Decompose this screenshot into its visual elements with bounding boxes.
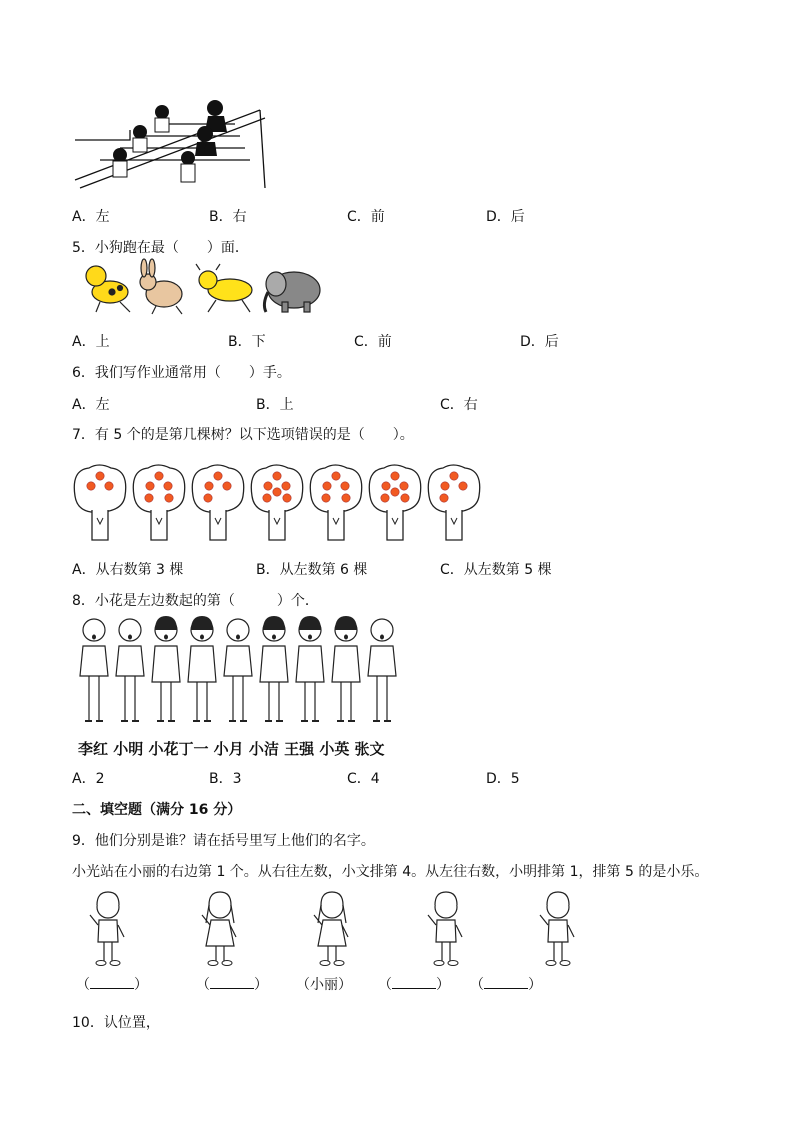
apple-icon [283,494,291,502]
q4-option-a[interactable]: A．左 [72,209,110,225]
child-figure [368,619,396,721]
child-figure [224,619,252,721]
apple-icon [441,482,449,490]
q7-stem: 7．有 5 个的是第几棵树？以下选项错误的是（ ）。 [72,427,414,443]
q4-option-b[interactable]: B．右 [209,209,247,225]
apple-icon [105,482,113,490]
answer-blank[interactable] [90,976,134,989]
children-lineup-illustration [76,616,406,726]
answer-slot-xiaoli: （小丽） [296,977,352,993]
apple-icon [341,482,349,490]
apple-icon [382,482,390,490]
q5-option-b[interactable]: B．下 [228,334,266,350]
apple-tree-3 [192,465,243,540]
q8-stem: 8．小花是左边数起的第（ ）个． [72,593,319,609]
open-paren: （ [470,977,484,993]
q7-option-c[interactable]: C．从左数第 5 棵 [440,562,552,578]
answer-blank[interactable] [484,976,528,989]
answer-slot-1[interactable] [76,976,148,994]
apple-icon [204,494,212,502]
q6-option-c[interactable]: C．右 [440,397,478,413]
child-figure [116,619,144,721]
apple-icon [322,494,330,502]
apple-icon [87,482,95,490]
section-2-title: 二、填空题（满分 16 分） [72,802,242,818]
apple-tree-5 [310,465,361,540]
apple-icon [440,494,448,502]
apple-icon [214,472,222,480]
answer-slot-2[interactable] [196,976,268,994]
apple-icon [263,494,271,502]
five-children-illustration [80,893,600,973]
child-figure [332,616,360,721]
apple-icon [145,494,153,502]
child-figure-3 [314,892,348,966]
apple-icon [164,482,172,490]
answer-slot-4[interactable] [378,976,450,994]
q5-stem: 5．小狗跑在最（ ）面． [72,240,249,256]
apple-tree-6 [369,465,420,540]
q8-option-c[interactable]: C．4 [347,771,380,787]
child-figure [188,616,216,721]
dog-icon [86,266,130,312]
q7-option-b[interactable]: B．从左数第 6 棵 [256,562,368,578]
q8-option-a[interactable]: A．2 [72,771,105,787]
q6-stem: 6．我们写作业通常用（ ）手。 [72,365,291,381]
answer-slot-5[interactable] [470,976,542,994]
child-figure-1 [90,892,124,966]
apple-icon [450,472,458,480]
q6-option-b[interactable]: B．上 [256,397,294,413]
q6-option-a[interactable]: A．左 [72,397,110,413]
q5-option-a[interactable]: A．上 [72,334,110,350]
rabbit-icon [140,259,182,314]
apple-tree-7 [428,465,479,540]
q5-option-d[interactable]: D．后 [520,334,559,350]
q8-option-d[interactable]: D．5 [486,771,520,787]
apple-icon [323,482,331,490]
apple-icon [391,472,399,480]
apple-icon [400,482,408,490]
q4-option-c[interactable]: C．前 [347,209,385,225]
apple-icon [165,494,173,502]
apple-tree-1 [74,465,125,540]
close-paren: ） [436,977,450,993]
child-figure-2 [202,892,236,966]
q5-option-c[interactable]: C．前 [354,334,392,350]
child-figure [80,619,108,721]
apple-tree-4 [251,465,302,540]
apple-icon [155,472,163,480]
close-paren: ） [134,977,148,993]
elephant-icon [264,272,320,312]
apple-icon [401,494,409,502]
children-names-caption: 李红 小明 小花丁一 小月 小洁 王强 小英 张文 [78,740,385,758]
apple-icon [459,482,467,490]
apple-icon [282,482,290,490]
apple-icon [273,488,281,496]
answer-blank[interactable] [210,976,254,989]
apple-icon [342,494,350,502]
apple-tree-2 [133,465,184,540]
apple-icon [381,494,389,502]
apple-icon [96,472,104,480]
child-figure [296,616,324,721]
apple-icon [273,472,281,480]
open-paren: （ [76,977,90,993]
q10-stem: 10．认位置， [72,1015,160,1031]
stairs-children-illustration [70,100,270,190]
close-paren: ） [254,977,268,993]
apple-icon [332,472,340,480]
child-figure [152,616,180,721]
close-paren: ） [528,977,542,993]
child-figure [260,616,288,721]
animals-running-illustration [82,262,332,322]
apple-icon [264,482,272,490]
q7-option-a[interactable]: A．从右数第 3 棵 [72,562,184,578]
apple-icon [223,482,231,490]
open-paren: （ [378,977,392,993]
q8-option-b[interactable]: B．3 [209,771,242,787]
apple-icon [391,488,399,496]
q4-option-d[interactable]: D．后 [486,209,525,225]
child-figure-4 [428,892,462,966]
apple-trees-illustration [72,466,492,546]
q9-stem: 9．他们分别是谁？请在括号里写上他们的名字。 [72,833,375,849]
answer-blank[interactable] [392,976,436,989]
child-figure-5 [540,892,574,966]
open-paren: （ [196,977,210,993]
apple-icon [205,482,213,490]
cow-icon [196,264,252,312]
apple-icon [146,482,154,490]
q9-description: 小光站在小丽的右边第 1 个。从右往左数，小文排第 4。从左往右数，小明排第 1，排第 5 的是小乐。 [72,864,709,880]
